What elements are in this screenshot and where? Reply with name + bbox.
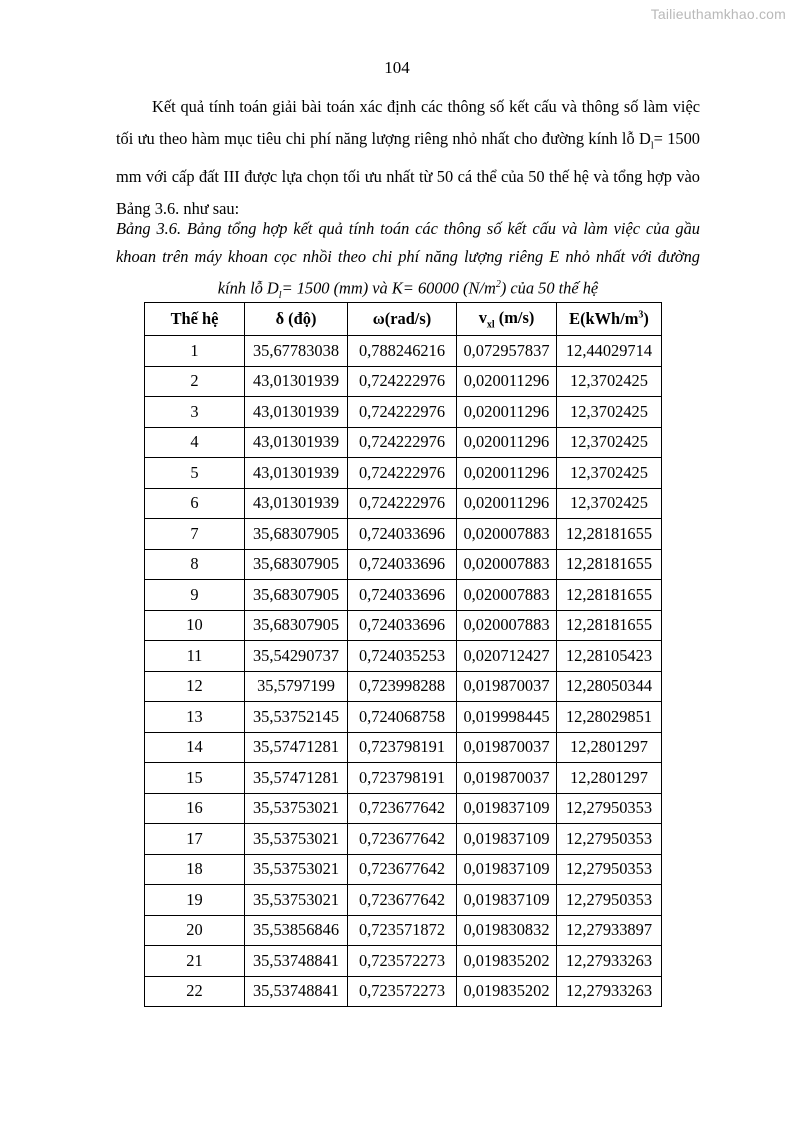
table-row <box>145 397 662 428</box>
cell-velocity: 0,019830832 <box>457 915 557 946</box>
table-header-row <box>145 303 662 336</box>
cell-omega: 0,724068758 <box>348 702 457 733</box>
cell-omega: 0,724222976 <box>348 397 457 428</box>
cell-generation: 17 <box>145 824 245 855</box>
header-velocity-sub: xl <box>486 319 495 331</box>
table-caption <box>116 215 700 310</box>
cell-velocity: 0,020011296 <box>457 488 557 519</box>
header-generation: Thế hệ <box>145 303 245 336</box>
cell-generation: 16 <box>145 793 245 824</box>
header-velocity <box>457 303 557 336</box>
cell-velocity: 0,019870037 <box>457 671 557 702</box>
cell-omega: 0,724033696 <box>348 519 457 550</box>
cell-generation: 15 <box>145 763 245 794</box>
cell-generation: 8 <box>145 549 245 580</box>
cell-omega: 0,723572273 <box>348 976 457 1007</box>
cell-delta: 43,01301939 <box>245 366 348 397</box>
cell-generation: 11 <box>145 641 245 672</box>
cell-generation: 2 <box>145 366 245 397</box>
cell-delta: 35,53753021 <box>245 885 348 916</box>
cell-energy: 12,3702425 <box>557 427 662 458</box>
header-energy <box>557 303 662 336</box>
cell-omega: 0,723798191 <box>348 763 457 794</box>
cell-energy: 12,27950353 <box>557 793 662 824</box>
cell-omega: 0,724222976 <box>348 488 457 519</box>
caption-line-2: khoan trên máy khoan cọc nhồi theo chi phí năng lượng riêng E nhỏ nhất với đường <box>116 247 700 266</box>
cell-delta: 35,68307905 <box>245 610 348 641</box>
cell-velocity: 0,020007883 <box>457 610 557 641</box>
table-row <box>145 976 662 1007</box>
cell-omega: 0,723572273 <box>348 946 457 977</box>
cell-energy: 12,28181655 <box>557 610 662 641</box>
cell-generation: 9 <box>145 580 245 611</box>
cell-generation: 7 <box>145 519 245 550</box>
cell-velocity: 0,019837109 <box>457 824 557 855</box>
table-row <box>145 854 662 885</box>
table-row <box>145 885 662 916</box>
results-table <box>144 302 662 1007</box>
header-omega: ω(rad/s) <box>348 303 457 336</box>
cell-omega: 0,724035253 <box>348 641 457 672</box>
cell-omega: 0,724033696 <box>348 610 457 641</box>
cell-generation: 6 <box>145 488 245 519</box>
cell-delta: 35,53856846 <box>245 915 348 946</box>
header-energy-end: ) <box>643 309 649 328</box>
cell-energy: 12,2801297 <box>557 763 662 794</box>
cell-delta: 35,57471281 <box>245 732 348 763</box>
page-number: 104 <box>384 58 410 77</box>
header-velocity-main: v <box>478 307 487 327</box>
table-row <box>145 702 662 733</box>
paragraph-subscript: l <box>650 139 654 151</box>
cell-omega: 0,724222976 <box>348 427 457 458</box>
cell-generation: 1 <box>145 336 245 367</box>
paragraph-part-1: Kết quả tính toán giải bài toán xác định các thông số kết cấu và thông số làm việc tối ưu theo hàm mục tiêu chi phí năng lượng riêng nhỏ nhất cho đường kính lỗ D <box>116 97 700 148</box>
cell-generation: 14 <box>145 732 245 763</box>
cell-energy: 12,27933263 <box>557 946 662 977</box>
cell-omega: 0,723677642 <box>348 885 457 916</box>
table-row <box>145 549 662 580</box>
table-row <box>145 366 662 397</box>
cell-energy: 12,28029851 <box>557 702 662 733</box>
caption-subscript: l <box>278 289 282 301</box>
cell-generation: 5 <box>145 458 245 489</box>
cell-delta: 35,67783038 <box>245 336 348 367</box>
cell-delta: 35,68307905 <box>245 580 348 611</box>
header-energy-main: E(kWh/m <box>569 309 639 328</box>
cell-velocity: 0,019837109 <box>457 885 557 916</box>
table-row <box>145 946 662 977</box>
table-row <box>145 336 662 367</box>
cell-omega: 0,724222976 <box>348 366 457 397</box>
table-row <box>145 824 662 855</box>
cell-velocity: 0,020007883 <box>457 549 557 580</box>
table-row <box>145 641 662 672</box>
cell-generation: 12 <box>145 671 245 702</box>
cell-omega: 0,723571872 <box>348 915 457 946</box>
cell-velocity: 0,019835202 <box>457 946 557 977</box>
cell-energy: 12,27933897 <box>557 915 662 946</box>
cell-generation: 10 <box>145 610 245 641</box>
cell-energy: 12,3702425 <box>557 366 662 397</box>
cell-delta: 35,53753021 <box>245 793 348 824</box>
cell-delta: 35,5797199 <box>245 671 348 702</box>
paragraph-part-2: = 1500 mm với cấp đất III được lựa chọn tối ưu nhất từ 50 cá thể của 50 thế hệ và tổng hợp vào Bảng 3.6. như sau: <box>116 128 700 219</box>
cell-delta: 43,01301939 <box>245 458 348 489</box>
cell-energy: 12,2801297 <box>557 732 662 763</box>
cell-velocity: 0,019835202 <box>457 976 557 1007</box>
cell-generation: 19 <box>145 885 245 916</box>
table-row <box>145 580 662 611</box>
cell-generation: 13 <box>145 702 245 733</box>
cell-omega: 0,723677642 <box>348 793 457 824</box>
cell-energy: 12,27950353 <box>557 885 662 916</box>
cell-velocity: 0,020007883 <box>457 519 557 550</box>
cell-delta: 43,01301939 <box>245 427 348 458</box>
cell-omega: 0,723798191 <box>348 732 457 763</box>
table-row <box>145 427 662 458</box>
cell-omega: 0,724033696 <box>348 549 457 580</box>
cell-delta: 35,53748841 <box>245 976 348 1007</box>
header-delta: δ (độ) <box>245 303 348 336</box>
header-velocity-unit: (m/s) <box>494 307 535 327</box>
cell-omega: 0,723998288 <box>348 671 457 702</box>
cell-energy: 12,28181655 <box>557 580 662 611</box>
cell-velocity: 0,020011296 <box>457 458 557 489</box>
cell-energy: 12,3702425 <box>557 488 662 519</box>
cell-delta: 43,01301939 <box>245 397 348 428</box>
cell-delta: 35,53753021 <box>245 824 348 855</box>
cell-generation: 18 <box>145 854 245 885</box>
cell-generation: 3 <box>145 397 245 428</box>
cell-velocity: 0,019837109 <box>457 793 557 824</box>
header-energy-sup: 3 <box>638 309 644 321</box>
cell-delta: 35,53753021 <box>245 854 348 885</box>
cell-energy: 12,3702425 <box>557 458 662 489</box>
body-paragraph <box>116 91 700 225</box>
cell-energy: 12,28181655 <box>557 519 662 550</box>
cell-delta: 35,68307905 <box>245 549 348 580</box>
cell-energy: 12,27933263 <box>557 976 662 1007</box>
cell-velocity: 0,019870037 <box>457 763 557 794</box>
cell-generation: 21 <box>145 946 245 977</box>
cell-energy: 12,44029714 <box>557 336 662 367</box>
cell-velocity: 0,019998445 <box>457 702 557 733</box>
cell-velocity: 0,020712427 <box>457 641 557 672</box>
cell-omega: 0,724033696 <box>348 580 457 611</box>
cell-velocity: 0,020007883 <box>457 580 557 611</box>
caption-line-1: Bảng 3.6. Bảng tổng hợp kết quả tính toán các thông số kết cấu và làm việc của gầu <box>116 219 700 238</box>
cell-omega: 0,724222976 <box>348 458 457 489</box>
caption-line-3-a: kính lỗ D <box>217 278 279 298</box>
cell-delta: 35,53748841 <box>245 946 348 977</box>
caption-line-3-c: ) của 50 thế hệ <box>500 278 599 298</box>
table-row <box>145 488 662 519</box>
table-row <box>145 671 662 702</box>
table-row <box>145 610 662 641</box>
table-row <box>145 519 662 550</box>
table-row <box>145 915 662 946</box>
cell-energy: 12,28050344 <box>557 671 662 702</box>
cell-velocity: 0,019870037 <box>457 732 557 763</box>
cell-generation: 4 <box>145 427 245 458</box>
cell-omega: 0,723677642 <box>348 854 457 885</box>
cell-velocity: 0,020011296 <box>457 397 557 428</box>
cell-generation: 22 <box>145 976 245 1007</box>
table-row <box>145 793 662 824</box>
cell-delta: 35,53752145 <box>245 702 348 733</box>
cell-generation: 20 <box>145 915 245 946</box>
table-row <box>145 732 662 763</box>
cell-delta: 35,57471281 <box>245 763 348 794</box>
cell-velocity: 0,020011296 <box>457 366 557 397</box>
cell-energy: 12,27950353 <box>557 854 662 885</box>
caption-superscript: 2 <box>495 279 501 290</box>
cell-energy: 12,27950353 <box>557 824 662 855</box>
caption-line-3-b: = 1500 (mm) và K= 60000 (N/m <box>281 278 496 298</box>
cell-delta: 35,54290737 <box>245 641 348 672</box>
cell-velocity: 0,020011296 <box>457 427 557 458</box>
cell-delta: 35,68307905 <box>245 519 348 550</box>
cell-energy: 12,28181655 <box>557 549 662 580</box>
cell-energy: 12,28105423 <box>557 641 662 672</box>
table-body <box>145 336 662 1007</box>
table-row <box>145 458 662 489</box>
cell-omega: 0,788246216 <box>348 336 457 367</box>
cell-velocity: 0,072957837 <box>457 336 557 367</box>
table-row <box>145 763 662 794</box>
watermark: Tailieuthamkhao.com <box>650 6 786 22</box>
cell-omega: 0,723677642 <box>348 824 457 855</box>
cell-energy: 12,3702425 <box>557 397 662 428</box>
cell-velocity: 0,019837109 <box>457 854 557 885</box>
cell-delta: 43,01301939 <box>245 488 348 519</box>
